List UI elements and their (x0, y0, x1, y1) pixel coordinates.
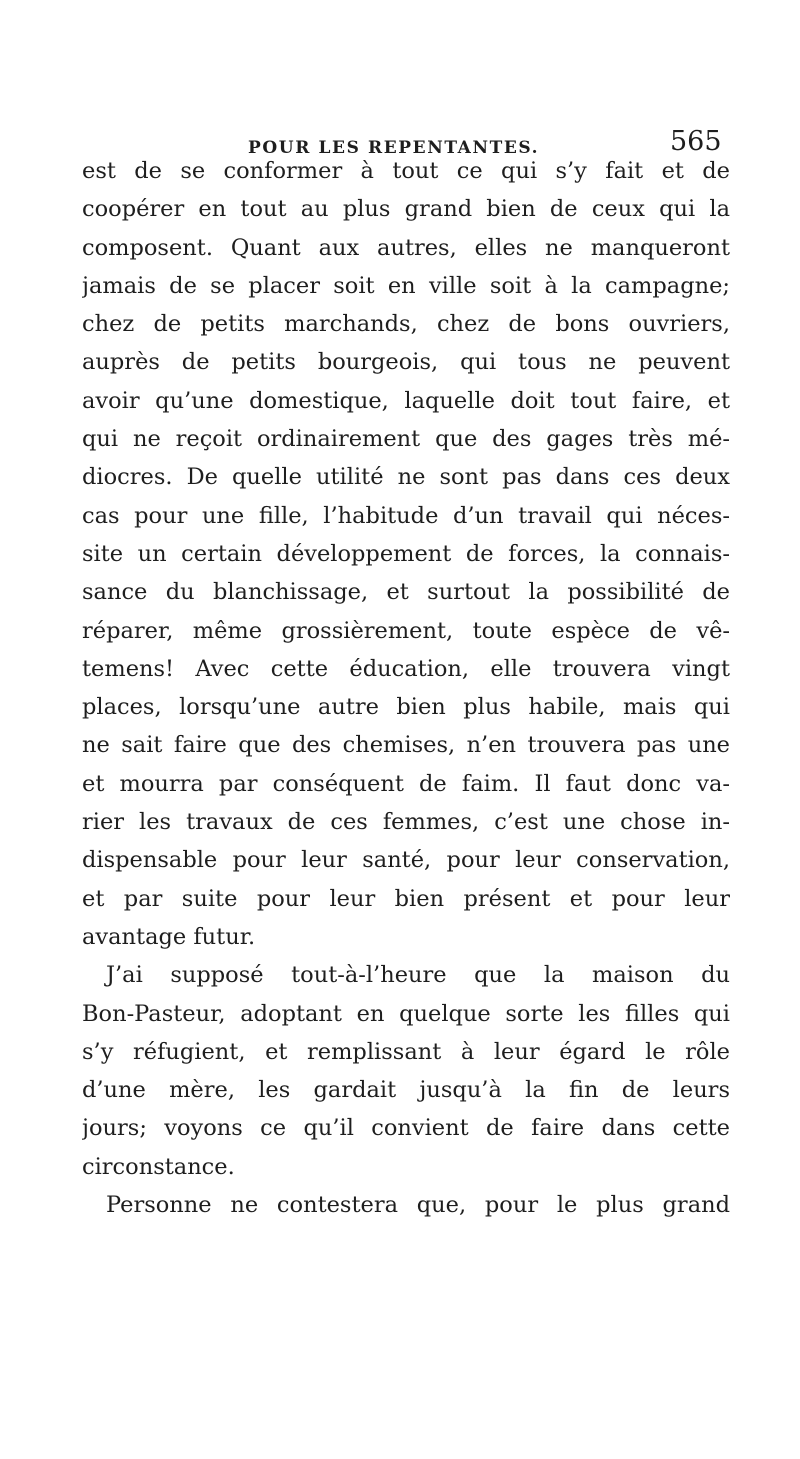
text-line: diocres. De quelle utilité ne sont pas dans ces deux (82, 464, 730, 491)
text-line: sance du blanchissage, et surtout la possibilité de (82, 579, 730, 606)
text-line: avoir qu’une domestique, laquelle doit tout faire, et (82, 387, 730, 414)
text-line: jours; voyons ce qu’il convient de faire dans cette (82, 1115, 730, 1142)
text-line: circonstance. (82, 1153, 235, 1180)
running-title: POUR LES REPENTANTES. (248, 138, 540, 158)
text-line: temens! Avec cette éducation, elle trouvera vingt (82, 655, 730, 682)
text-line: auprès de petits bourgeois, qui tous ne peuvent (82, 349, 730, 376)
text-line: et mourra par conséquent de faim. Il faut donc va- (82, 770, 730, 797)
text-line: dispensable pour leur santé, pour leur conservation, (82, 847, 730, 874)
text-line: qui ne reçoit ordinairement que des gages très mé- (82, 426, 730, 453)
text-line: Bon-Pasteur, adoptant en quelque sorte les filles qui (82, 1000, 730, 1027)
text-line: est de se conformer à tout ce qui s’y fait et de (82, 158, 730, 184)
page-number: 565 (670, 126, 722, 157)
text-line: rier les travaux de ces femmes, c’est une chose in- (82, 809, 730, 836)
text-line: ne sait faire que des chemises, n’en trouvera pas une (82, 732, 730, 759)
text-line: Personne ne contestera que, pour le plus grand (106, 1192, 730, 1219)
text-line: chez de petits marchands, chez de bons ouvriers, (82, 311, 730, 338)
text-line: places, lorsqu’une autre bien plus habile, mais qui (82, 694, 730, 721)
text-line: jamais de se placer soit en ville soit à la campagne; (82, 272, 730, 299)
text-line: composent. Quant aux autres, elles ne manqueront (82, 234, 730, 261)
text-line: cas pour une fille, l’habitude d’un travail qui néces- (82, 502, 730, 529)
text-line: J’ai supposé tout-à-l’heure que la maison du (106, 962, 730, 989)
text-line: et par suite pour leur bien présent et pour leur (82, 885, 730, 912)
text-line: s’y réfugient, et remplissant à leur égard le rôle (82, 1038, 730, 1065)
text-line: avantage futur. (82, 923, 256, 950)
text-line: site un certain développement de forces, la connais- (82, 540, 730, 567)
text-line: coopérer en tout au plus grand bien de ceux qui la (82, 196, 730, 223)
text-line: d’une mère, les gardait jusqu’à la fin de leurs (82, 1077, 730, 1104)
body-text (82, 152, 730, 1224)
text-line: réparer, même grossièrement, toute espèce de vê- (82, 617, 730, 644)
